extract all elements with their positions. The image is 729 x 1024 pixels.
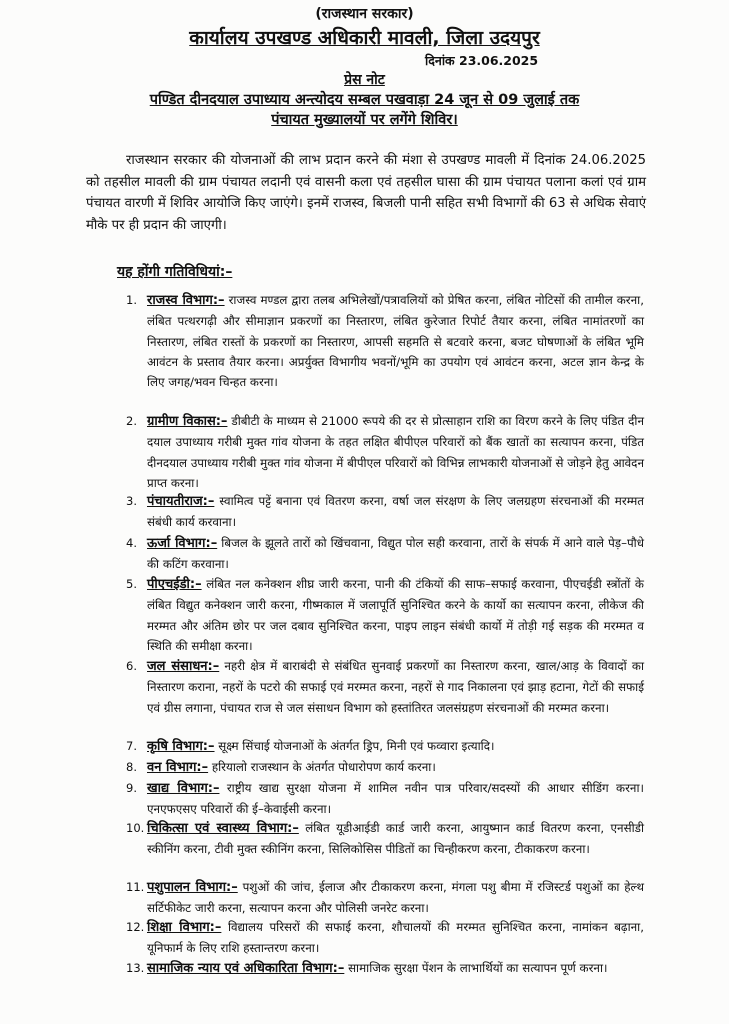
item-number: 8. [126, 760, 137, 774]
item-number: 2. [126, 414, 137, 428]
date-label: दिनांक 23.06.2025 [425, 53, 539, 68]
item-text: लंबित नल कनेक्शन शीघ्र जारी करना, पानी की टंकियों की साफ–सफाई करवाना, पीएचईडी स्त्रोंतों के लंबित विद्युत कनेक्शन जारी करना, गीष्मकाल में जलापूर्ति सुनिश्चित करने के कार्यो का सत्यापन करना, लीकेज की मरम्मत और अंतिम छोर पर जल दबाव सुनिश्चित करना, पाइप लाइन संबंधी कार्यो में तोड़ी गई सड़क की मरम्मत व स्थिति की समीक्षा करना। [147, 577, 644, 653]
item-number: 5. [126, 577, 137, 591]
item-number: 7. [126, 739, 137, 753]
item-number: 12. [126, 920, 145, 934]
subject-line-1: पण्डित दीनदयाल उपाध्याय अन्त्योदय सम्बल पखवाड़ा 24 जून से 09 जुलाई तक [149, 92, 580, 108]
item-number: 1. [126, 293, 137, 307]
item-text: सामाजिक सुरक्षा पेंशन के लाभार्थियों का सत्यापन पूर्ण करना। [344, 961, 608, 975]
department-name: खाद्य विभाग:– [147, 781, 220, 796]
item-number: 6. [126, 659, 137, 673]
activities-heading: यह होंगी गतिविधियां:– [117, 264, 233, 280]
item-text: बिजल के झूलते तारों को खिंचवाना, विद्युत पोल सही करवाना, तारों के संपर्क में आने वाले पेड़–पौधे की कटिंग करवाना। [147, 536, 644, 572]
office-title: कार्यालय उपखण्ड अधिकारी मावली, जिला उदयपुर [189, 27, 540, 49]
item-text: स्वामित्व पट्टें बनाना एवं वितरण करना, वर्षा जल संरक्षण के लिए जलग्रहण संरचनाओं की मरम्मत संबंधी कार्य करवाना। [147, 494, 644, 530]
item-number: 3. [126, 494, 137, 508]
item-text: पशुओं की जांच, ईलाज और टीकाकरण करना, मंगला पशु बीमा में रजिस्टर्ड पशुओं का हेल्थ सर्टिफीकेट जारी करना, सत्यापन करना और पोलिसी जनरेट करना। [147, 880, 644, 916]
department-name: ऊर्जा विभाग:– [147, 536, 218, 551]
item-number: 13. [126, 961, 145, 975]
press-note-heading: प्रेस नोट [344, 72, 385, 88]
item-text: नहरी क्षेत्र में बाराबंदी से संबंधित सुनवाई प्रकरणों का निस्तारण करना, खाल/आड़ के विवादों का निस्तारण कराना, नहरों के पटरो की सफाई एवं मरम्मत करना, नहरों से गाद निकालना एवं झाड़ हटाना, गेटों की सफाई एवं ग्रीस लगाना, पंचायत राज से जल संसाधन विभाग को हस्तांतिरत जलसंग्रहण संरचनाओं की मरम्मत करना। [147, 659, 644, 715]
department-name: शिक्षा विभाग:– [147, 920, 222, 935]
intro-paragraph: राजस्थान सरकार की योजनाओं की लाभ प्रदान करने की मंशा से उपखण्ड मावली में दिनांक 24.06.2025 को तहसील मावली की ग्राम पंचायत लदानी एवं वासनी कला एवं तहसील घासा की ग्राम पंचायत पलाना कलां एवं ग्राम पंचायत वारणी में शिविर आयोजि किए जाएंगे। इनमें राजस्व, बिजली पानी सहित सभी विभागों की 63 से अधिक सेवाएं मौके पर ही प्रदान की जाएगी। [86, 153, 646, 233]
item-number: 11. [126, 880, 145, 894]
item-number: 10. [126, 821, 145, 835]
department-name: पीएचईडी:– [147, 577, 202, 592]
department-name: कृषि विभाग:– [147, 739, 215, 754]
item-number: 4. [126, 536, 137, 550]
item-number: 9. [126, 781, 137, 795]
department-name: पंचायतीराज:– [147, 494, 215, 509]
subject-line-2: पंचायत मुख्यालयों पर लगेंगे शिविर। [271, 112, 458, 128]
department-name: राजस्व विभाग:– [147, 293, 225, 308]
item-text: सूक्ष्म सिंचाई योजनाओं के अंतर्गत ड्रिप, मिनी एवं फव्वारा इत्यादि। [214, 739, 495, 753]
government-label: (राजस्थान सरकार) [315, 6, 414, 22]
item-text: राष्ट्रीय खाद्य सुरक्षा योजना में शामिल नवीन पात्र परिवार/सदस्यों की आधार सीडिंग करना। एनएफएसए परिवारों की ई–केवाईसी करना। [147, 781, 644, 817]
item-text: डीबीटी के माध्यम से 21000 रूपये की दर से प्रोत्साहान राशि का विरण करने के लिए पंडित दीन दयाल उपाध्याय गरीबी मुक्त गांव योजना के तहत लक्षित बीपीएल परिवारों को बैंक खातों का सत्यापन करना, पंडित दीनदयाल उपाध्याय गरीबी मुक्त गांव योजना में बीपीएल परिवारों को विभिन्न लाभकारी योजनाओं से जोड़ने हेतु आवेदन प्राप्त करना। [147, 414, 644, 490]
department-name: पशुपालन विभाग:– [147, 880, 238, 895]
item-text: लंबित यूडीआईडी कार्ड जारी करना, आयुष्मान कार्ड वितरण करना, एनसीडी स्कीनिंग करना, टीवी मुक्त स्कीनिंग करना, सिलिकोसिस पीडितों का चिन्हीकरण करना, टीकाकरण करना। [147, 821, 644, 857]
department-name: ग्रामीण विकास:– [147, 414, 228, 429]
item-text: राजस्व मण्डल द्वारा तलब अभिलेखों/पत्रावलियों को प्रेषित करना, लंबित नोटिसों की तामील करना, लंबित पत्थरगढ़ी और सीमाज्ञान प्रकरणों का निस्तारण, लंबित कुरेजात रिपोर्ट तैयार करना, लंबित नामांतरणों का निस्तारण, लंबित रास्तों के प्रकरणों का निस्तारण, आपसी सहमति से बटवारे करना, बजट घोषणाओं के लंबित भूमि आवंटन के प्रस्ताव तैयार करना। अप्रर्युक्त विभागीय भवनों/भूमि का उपयोग एवं आवंटन करना, अटल ज्ञान केन्द्र के लिए जगह/भवन चिन्हत करना। [147, 293, 644, 390]
item-text: हरियालो राजस्थान के अंतर्गत पोधारोपण कार्य करना। [208, 760, 436, 774]
department-name: जल संसाधन:– [147, 659, 220, 674]
department-name: चिकित्सा एवं स्वास्थ्य विभाग:– [147, 821, 299, 836]
item-text: विद्यालय परिसरों की सफाई करना, शौचालयों की मरम्मत सुनिश्चित करना, नामांकन बढ़ाना, यूनिफार्म के लिए राशि हस्तान्तरण करना। [147, 920, 644, 956]
department-name: सामाजिक न्याय एवं अधिकारिता विभाग:– [147, 961, 345, 976]
department-name: वन विभाग:– [147, 760, 209, 775]
